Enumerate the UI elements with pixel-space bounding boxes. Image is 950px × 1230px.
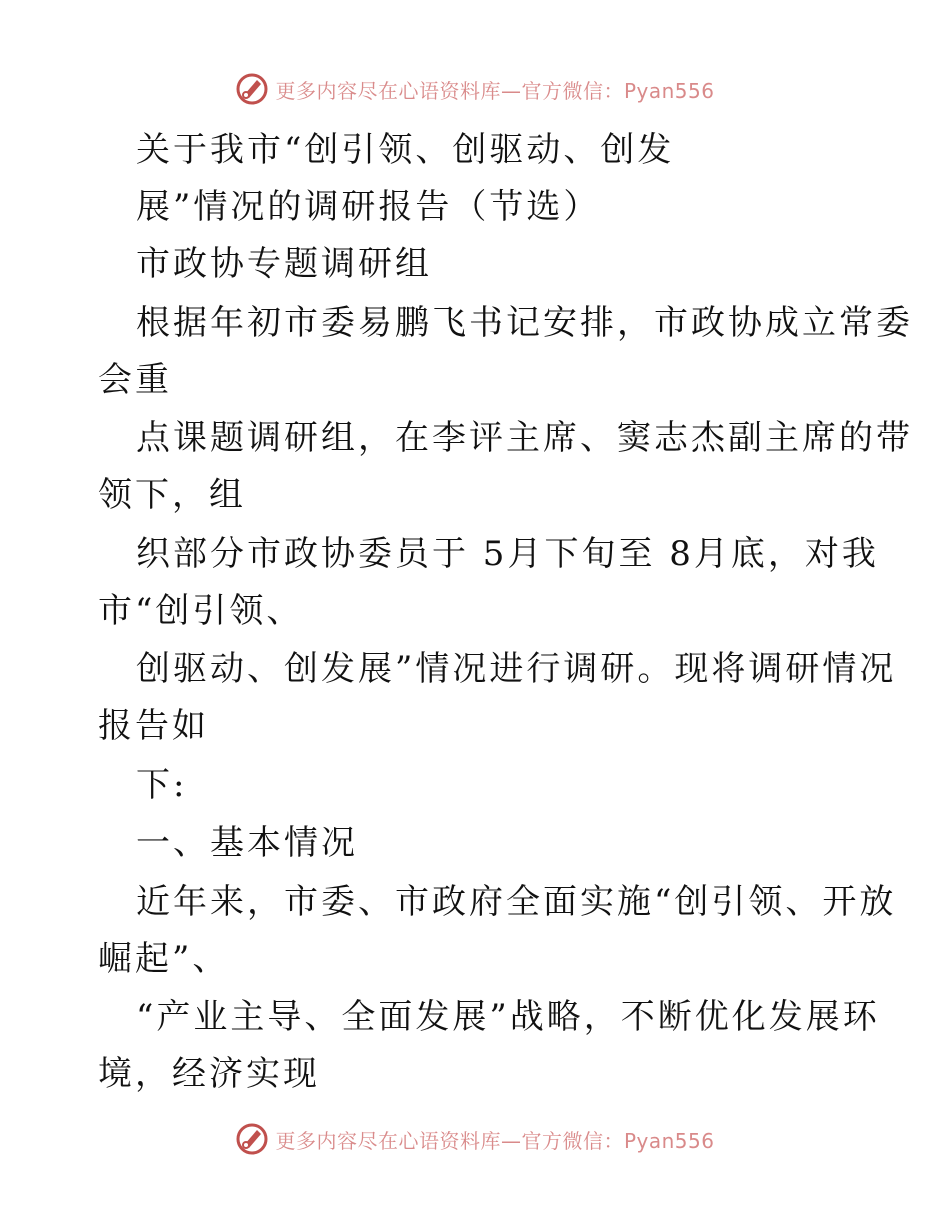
watermark-footer — [0, 1122, 950, 1156]
paragraph-line: 下: — [136, 765, 188, 805]
paragraph-line: 市“创引领、 — [98, 591, 304, 631]
paragraph-line: 近年来，市委、市政府全面实施“创引领、开放 — [136, 882, 897, 922]
paragraph-line: 根据年初市委易鹏飞书记安排，市政协成立常委 — [136, 303, 913, 343]
paragraph-line: 会重 — [98, 360, 172, 400]
paragraph-line: 崛起”、 — [98, 939, 230, 979]
paragraph-line: 点课题调研组，在李评主席、窦志杰副主席的带 — [136, 418, 913, 458]
watermark-logo-icon — [235, 1122, 269, 1156]
watermark-logo-icon — [235, 72, 269, 106]
paragraph-line: 创驱动、创发展”情况进行调研。现将调研情况 — [136, 649, 897, 689]
paragraph-line: 报告如 — [98, 706, 209, 746]
title-line-1: 关于我市“创引领、创驱动、创发 — [136, 130, 675, 170]
watermark-text: 更多内容尽在心语资料库—官方微信：Pyan556 — [275, 1128, 715, 1153]
paragraph-line: 境，经济实现 — [98, 1054, 320, 1094]
watermark-text: 更多内容尽在心语资料库—官方微信：Pyan556 — [275, 78, 715, 103]
paragraph-line: “产业主导、全面发展”战略，不断优化发展环 — [136, 997, 880, 1037]
section-heading: 一、基本情况 — [136, 823, 358, 863]
author-line: 市政协专题调研组 — [136, 244, 432, 284]
paragraph-line: 领下，组 — [98, 475, 246, 515]
title-line-2: 展”情况的调研报告（节选） — [136, 187, 601, 227]
watermark-header — [0, 72, 950, 106]
paragraph-line: 织部分市政协委员于 5月下旬至 8月底，对我 — [136, 534, 879, 574]
